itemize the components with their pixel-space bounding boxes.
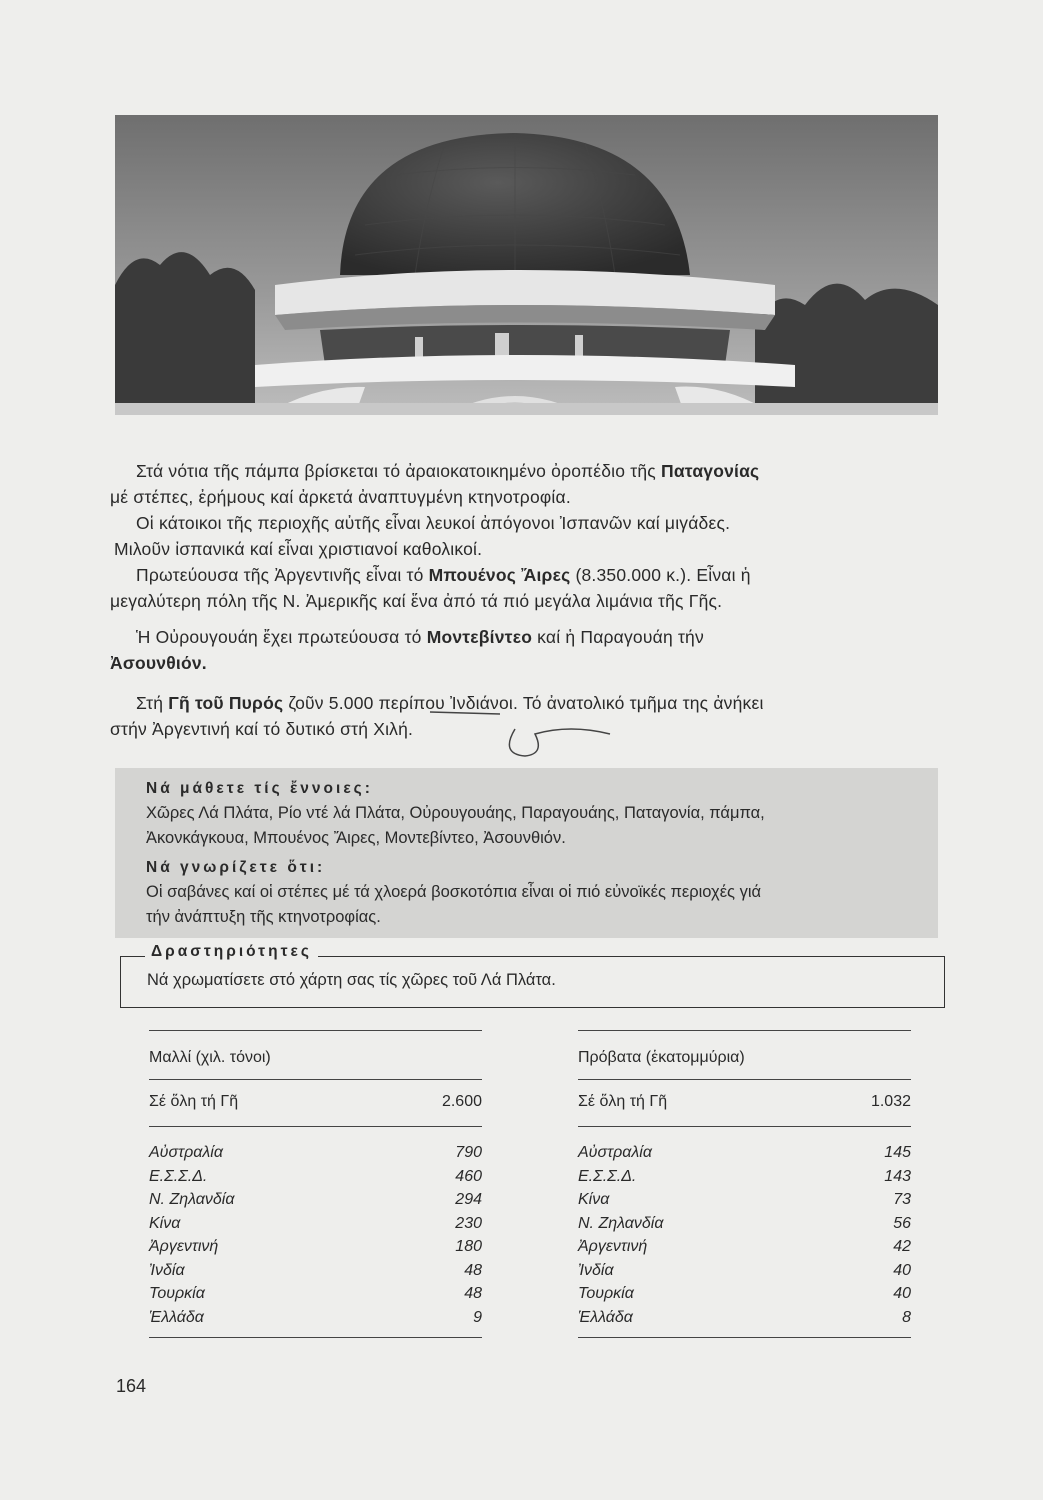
sheep-world-row [578,1079,911,1127]
activity-box [120,943,945,1008]
table-row [578,1188,911,1212]
divider [149,1337,482,1338]
table-row [149,1141,482,1165]
learn-line: Ἀκονκάγκουα, Μπουένος Ἄιρες, Μοντεβίντεο, Ἀσουνθιόν. [146,829,566,847]
country-value: 56 [893,1214,911,1232]
term-asuncion: Ἀσουνθιόν. [110,653,207,673]
text-line: Οἱ κάτοικοι τῆς περιοχῆς αὐτῆς εἶναι λευκοί ἀπόγονοι Ἰσπανῶν καί μιγάδες. [136,513,731,533]
country-name: Τουρκία [149,1285,205,1302]
divider [578,1337,911,1338]
pen-scribble [420,694,620,764]
table-row [149,1165,482,1189]
country-name: Κίνα [578,1191,610,1208]
know-line: Οἱ σαβάνες καί οἱ στέπες μέ τά χλοερά βοσκοτόπια εἶναι οἱ πιό εὐνοϊκές περιοχές γιά [146,883,762,901]
table-row [578,1141,911,1165]
country-value: 9 [473,1308,482,1326]
table-row [578,1282,911,1306]
country-name: Ν. Ζηλανδία [578,1214,664,1232]
wool-rows [149,1141,482,1329]
country-name: Αὐστραλία [149,1144,223,1161]
country-name: Ἰνδία [578,1261,614,1279]
country-value: 460 [455,1167,482,1185]
term-montevideo: Μοντεβίντεο [426,627,533,647]
country-value: 8 [902,1308,911,1326]
country-value: 48 [464,1285,482,1302]
sheep-rows [578,1141,911,1329]
country-value: 42 [893,1238,911,1255]
table-row [149,1282,482,1306]
wool-header: Μαλλί (χιλ. τόνοι) [149,1049,271,1066]
country-value: 48 [464,1261,482,1279]
text-line: μεγαλύτερη πόλη τῆς Ν. Ἀμερικῆς καί ἕνα ἀπό τά πιό μεγάλα λιμάνια τῆς Γῆς. [110,591,723,611]
country-name: Ε.Σ.Σ.Δ. [578,1167,637,1185]
country-value: 40 [893,1261,911,1279]
country-name: Αὐστραλία [578,1144,652,1161]
wool-table [149,1030,482,1338]
wool-world-row [149,1079,482,1127]
term-tierra-del-fuego: Γῆ τοῦ Πυρός [168,693,284,713]
country-name: Ἑλλάδα [149,1308,204,1326]
table-row [578,1165,911,1189]
country-value: 294 [455,1191,482,1208]
country-name: Ν. Ζηλανδία [149,1191,235,1208]
page-number: 164 [116,1376,147,1396]
know-heading: Νά γνωρίζετε ὅτι: [146,859,326,876]
text-line: Μιλοῦν ἰσπανικά καί εἶναι χριστιανοί καθολικοί. [114,539,483,559]
country-value: 40 [893,1285,911,1302]
table-row [149,1212,482,1236]
country-name: Ἀργεντινή [149,1238,219,1255]
text-line: Πρωτεύουσα τῆς Ἀργεντινῆς εἶναι τό Μπουένος Ἄιρες (8.350.000 κ.). Εἶναι ἡ [136,565,751,585]
text-line: Ἡ Οὐρουγουάη ἔχει πρωτεύουσα τό Μοντεβίντεο καί ἡ Παραγουάη τήν [136,627,704,647]
table-row [578,1259,911,1283]
country-value: 180 [455,1238,482,1255]
country-name: Ἑλλάδα [578,1308,633,1326]
activity-title: Δραστηριότητες [145,943,318,961]
term-patagonia: Παταγονίας [661,461,760,481]
table-row [149,1188,482,1212]
text-line: στήν Ἀργεντινή καί τό δυτικό στή Χιλή. [110,719,414,739]
country-name: Κίνα [149,1214,181,1232]
world-value: 1.032 [870,1093,911,1110]
term-buenos-aires: Μπουένος Ἄιρες [428,565,571,585]
country-name: Ἀργεντινή [578,1238,648,1255]
text-line: Στή Γῆ τοῦ Πυρός ζοῦν 5.000 περίπου Ἰνδιάνοι. Τό ἀνατολικό τμῆμα της ἀνήκει [136,693,764,713]
country-name: Ἰνδία [149,1261,185,1279]
world-label: Σέ ὅλη τή Γῆ [578,1093,668,1110]
table-row [149,1235,482,1259]
text-line: Στά νότια τῆς πάμπα βρίσκεται τό ἀραιοκατοικημένο ὀροπέδιο τῆς Παταγονίας [136,461,760,481]
country-value: 145 [884,1144,911,1161]
table-row [149,1306,482,1330]
sheep-header: Πρόβατα (ἑκατομμύρια) [578,1049,745,1066]
table-row [578,1235,911,1259]
learn-heading: Νά μάθετε τίς ἔννοιες: [146,780,373,797]
country-value: 790 [455,1144,482,1161]
table-row [578,1212,911,1236]
country-value: 143 [884,1167,911,1185]
world-value: 2.600 [441,1093,482,1110]
table-row [578,1306,911,1330]
text-line: μέ στέπες, ἐρήμους καί ἀρκετά ἀναπτυγμένη κτηνοτροφία. [110,487,571,507]
country-value: 73 [893,1191,911,1208]
activity-text: Νά χρωματίσετε στό χάρτη σας τίς χῶρες τοῦ Λά Πλάτα. [147,971,556,989]
table-row [149,1259,482,1283]
sheep-table [578,1030,911,1338]
country-name: Ε.Σ.Σ.Δ. [149,1167,208,1185]
planetarium-photo [115,115,938,415]
know-line: τήν ἀνάπτυξη τῆς κτηνοτροφίας. [146,908,381,926]
learn-line: Χῶρες Λά Πλάτα, Ρίο ντέ λά Πλάτα, Οὐρουγουάης, Παραγουάης, Παταγονία, πάμπα, [146,804,765,822]
concepts-box [115,768,938,938]
world-label: Σέ ὅλη τή Γῆ [149,1093,239,1110]
country-value: 230 [455,1214,482,1232]
country-name: Τουρκία [578,1285,634,1302]
